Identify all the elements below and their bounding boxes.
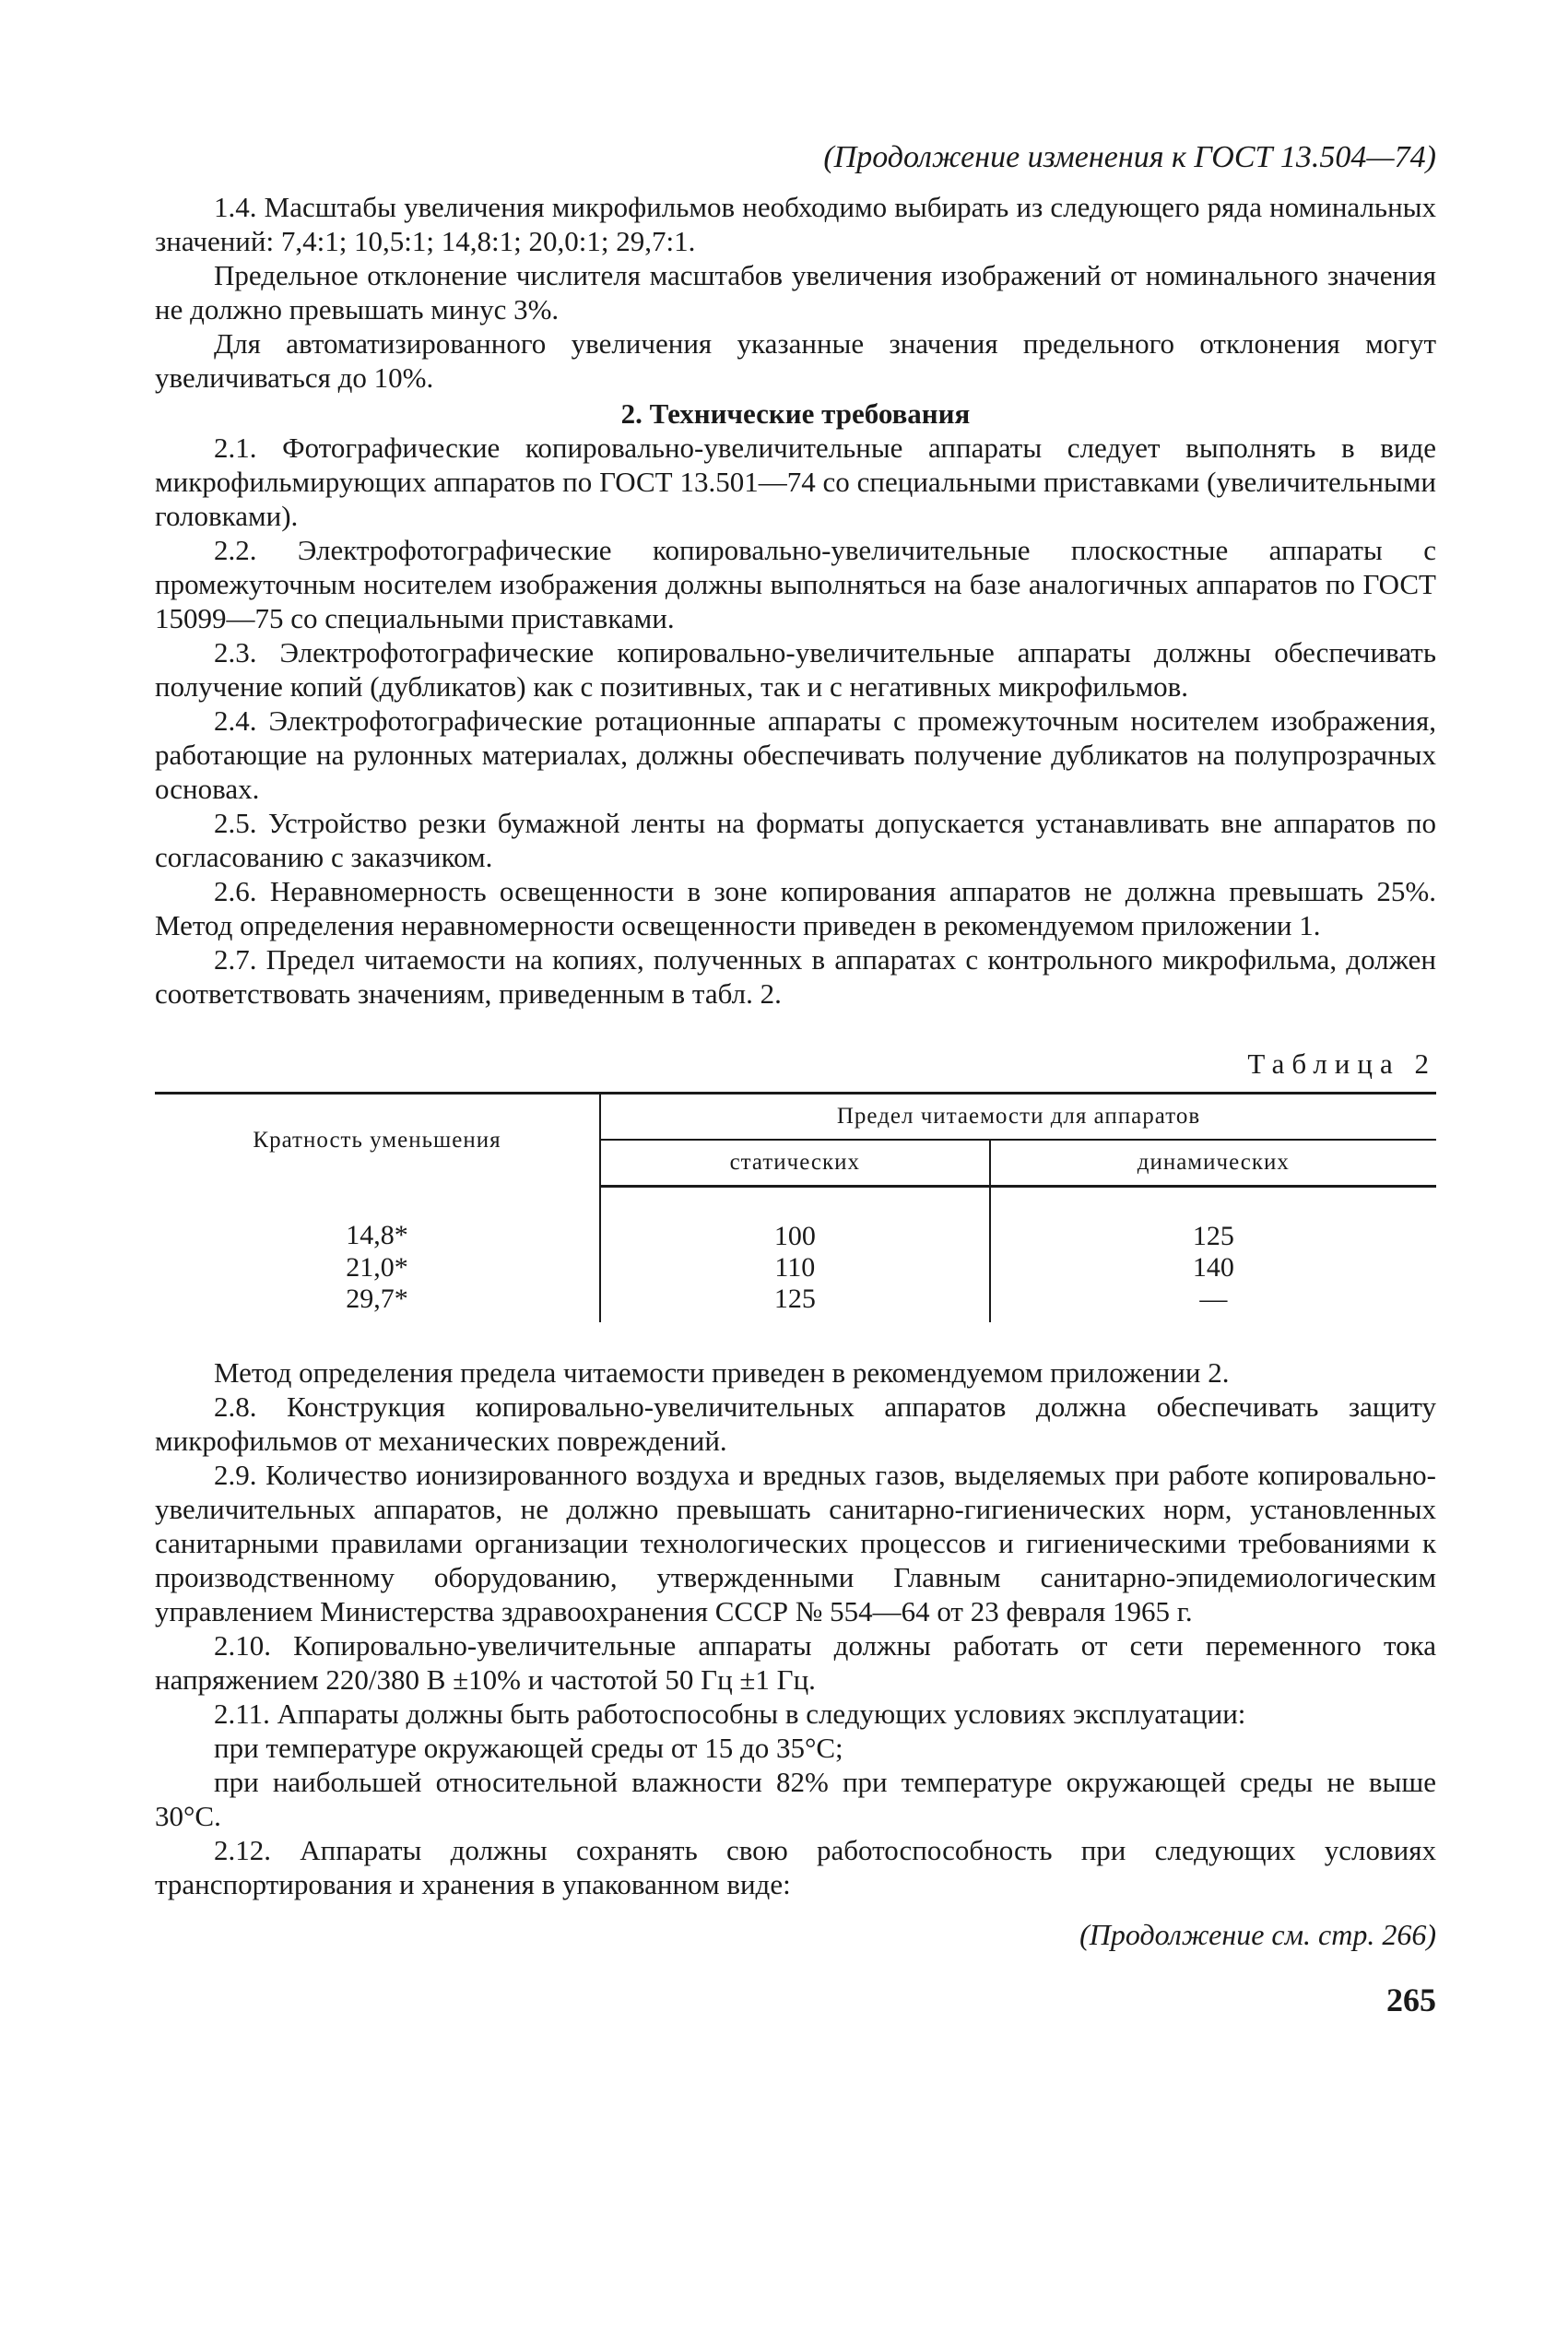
paragraph-2-8: 2.8. Конструкция копировально-увеличительных аппаратов должна обеспечивать защиту микрофильмов от механических повреждений. <box>155 1390 1436 1457</box>
paragraph-2-9: 2.9. Количество ионизированного воздуха и вредных газов, выделяемых при работе копировально-увеличительных аппаратов, не должно превышать санитарно-гигиенических норм, установленных санитарными правилами организации технологических процессов и гигиеническими требованиями к производственному оборудованию, утвержденными Главным санитарно-эпидемиологическим управлением Министерства здравоохранения СССР № 554—64 от 23 февраля 1965 г. <box>155 1459 1436 1627</box>
paragraph-deviation: Предельное отклонение числителя масштабов увеличения изображений от номинального значения не должно превышать минус 3%. <box>155 259 1436 325</box>
continuation-note: (Продолжение см. стр. 266) <box>1079 1918 1436 1951</box>
table-cell: 29,7* <box>155 1284 600 1322</box>
readability-table <box>155 1092 1436 1322</box>
paragraph-2-10: 2.10. Копировально-увеличительные аппараты должны работать от сети переменного тока напряжением 220/380 В ±10% и частотой 50 Гц ±1 Гц. <box>155 1629 1436 1696</box>
group-header-readability: Предел читаемости для аппаратов <box>600 1094 1436 1141</box>
paragraph-2-11: 2.11. Аппараты должны быть работоспособны в следующих условиях эксплуатации: <box>214 1698 1246 1730</box>
table-cell: 100 <box>600 1187 990 1253</box>
paragraph-2-1: 2.1. Фотографические копировально-увеличительные аппараты следует выполнять в виде микрофильмирующих аппаратов по ГОСТ 13.501—74 со специальными приставками (увеличительными головками). <box>155 432 1436 532</box>
table-row <box>155 1284 1436 1322</box>
section-title: 2. Технические требования <box>620 397 971 430</box>
paragraph-humidity: при наибольшей относительной влажности 82% при температуре окружающей среды не выше 30°С. <box>155 1766 1436 1832</box>
table-cell: 140 <box>1192 1252 1234 1283</box>
table-row <box>155 1252 1436 1284</box>
page-number: 265 <box>1386 1982 1436 2018</box>
column-header-reduction: Кратность уменьшения <box>155 1094 600 1187</box>
paragraph-2-6: 2.6. Неравномерность освещенности в зоне копирования аппаратов не должна превышать 25%. Метод определения неравномерности освещенности приведен в рекомендуемом приложении 1. <box>155 875 1436 941</box>
paragraph-method: Метод определения предела читаемости приведен в рекомендуемом приложении 2. <box>214 1356 1230 1389</box>
table-cell: 125 <box>600 1284 990 1322</box>
paragraph-2-4: 2.4. Электрофотографические ротационные аппараты с промежуточным носителем изображения, работающие на рулонных материалах, должны обеспечивать получение дубликатов на полупрозрачных основах. <box>155 704 1436 805</box>
column-header-static: статических <box>600 1140 990 1187</box>
paragraph-2-2: 2.2. Электрофотографические копировально-увеличительные плоскостные аппараты с промежуточным носителем изображения должны выполняться на базе аналогичных аппаратов по ГОСТ 15099—75 со специальными приставками. <box>155 534 1436 634</box>
table-cell: 110 <box>600 1252 990 1284</box>
paragraph-temperature: при температуре окружающей среды от 15 до 35°С; <box>214 1732 843 1764</box>
paragraph-automated: Для автоматизированного увеличения указанные значения предельного отклонения могут увеличиваться до 10%. <box>155 327 1436 394</box>
table-cell: — <box>1199 1284 1228 1314</box>
paragraph-2-5: 2.5. Устройство резки бумажной ленты на форматы допускается устанавливать вне аппаратов по согласованию с заказчиком. <box>155 807 1436 873</box>
after-table-section <box>155 1355 1436 1901</box>
paragraph-2-3: 2.3. Электрофотографические копировально-увеличительные аппараты должны обеспечивать получение копий (дубликатов) как с позитивных, так и с негативных микрофильмов. <box>155 636 1436 703</box>
table-cell: 21,0* <box>155 1252 600 1284</box>
table-caption: Таблица 2 <box>1247 1047 1436 1080</box>
table-cell: 125 <box>1192 1221 1234 1251</box>
paragraph-1-4: 1.4. Масштабы увеличения микрофильмов необходимо выбирать из следующего ряда номинальных значений: 7,4:1; 10,5:1; 14,8:1; 20,0:1; 29,7:1. <box>155 191 1436 257</box>
paragraph-2-7: 2.7. Предел читаемости на копиях, полученных в аппаратах с контрольного микрофильма, должен соответствовать значениям, приведенным в табл. 2. <box>155 943 1436 1010</box>
paragraph-2-12: 2.12. Аппараты должны сохранять свою работоспособность при следующих условиях транспортирования и хранения в упакованном виде: <box>155 1834 1436 1900</box>
table-cell: 14,8* <box>155 1187 600 1253</box>
page-content <box>155 138 1436 2019</box>
column-header-dynamic: динамических <box>990 1140 1436 1187</box>
table-row <box>155 1187 1436 1253</box>
page-header: (Продолжение изменения к ГОСТ 13.504—74) <box>823 140 1436 174</box>
